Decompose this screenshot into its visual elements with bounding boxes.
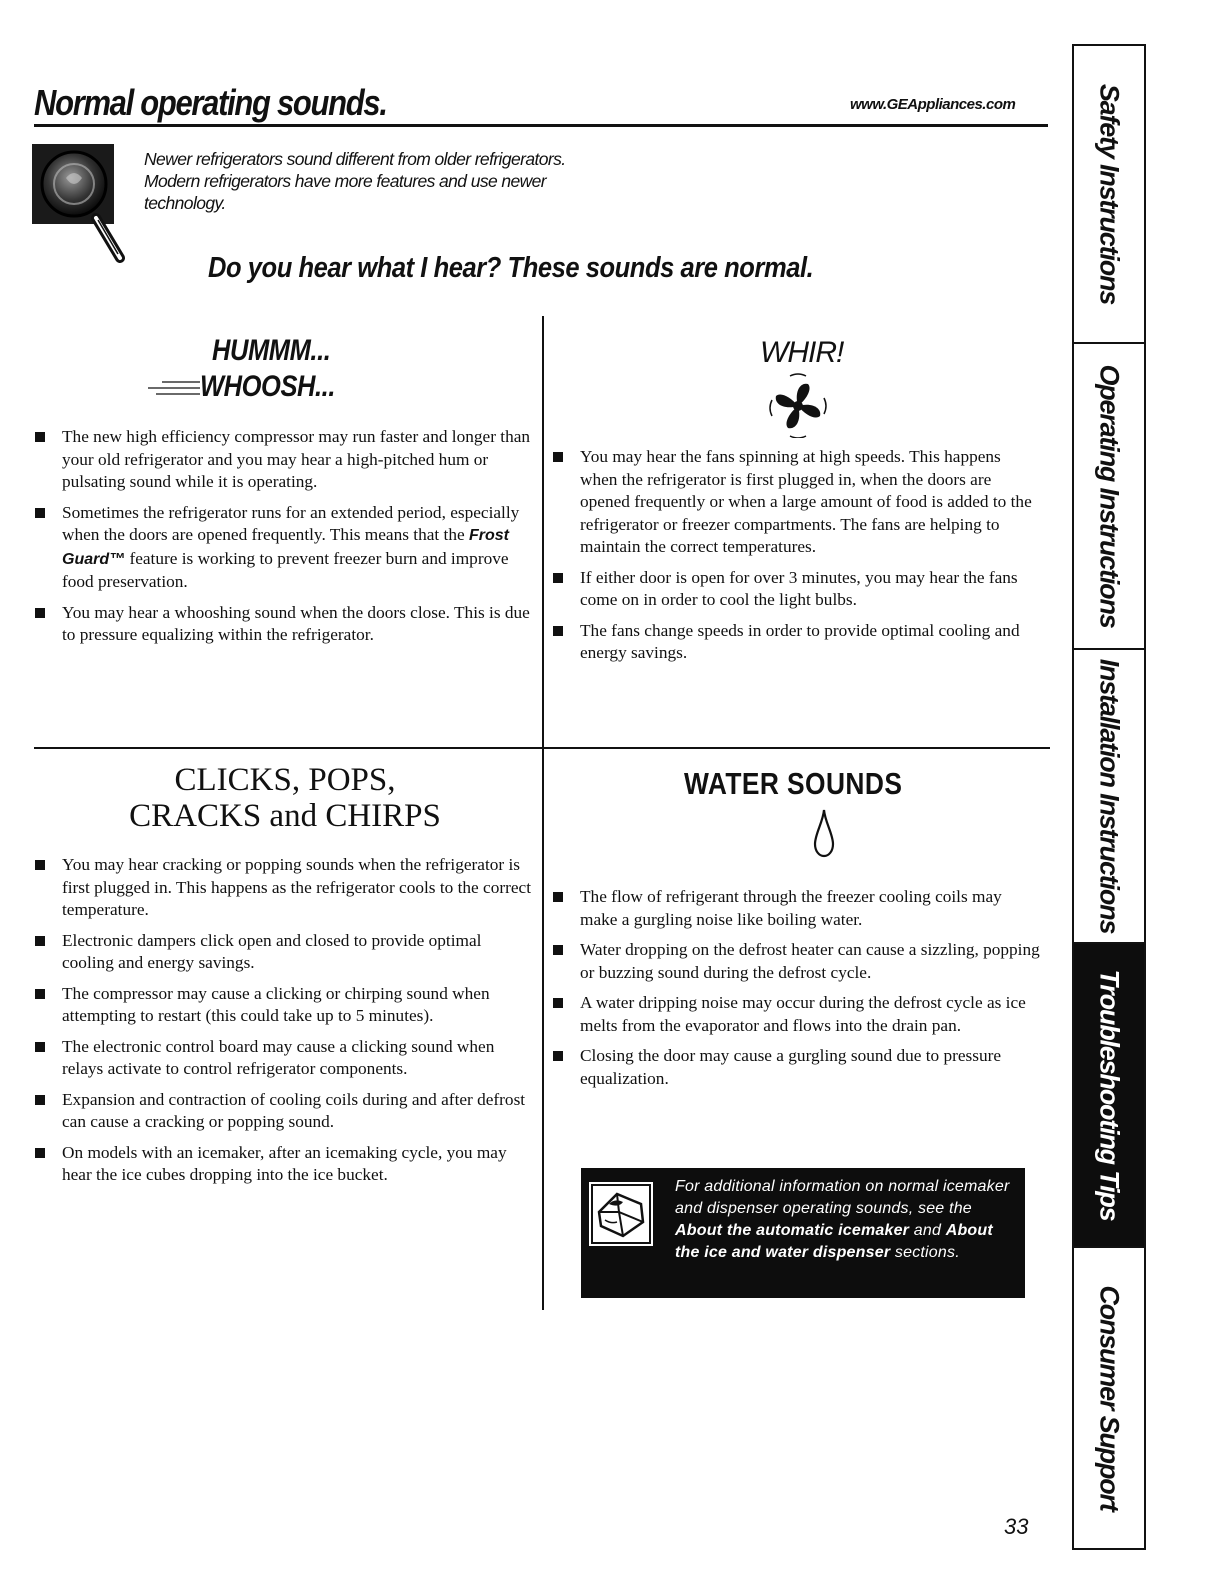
clicks-list <box>34 854 534 1195</box>
note-text-part: For additional information on normal icemaker and dispenser operating sounds, see the <box>675 1178 1010 1217</box>
whir-heading: WHIR! <box>760 336 844 369</box>
whoosh-heading: WHOOSH... <box>200 370 336 403</box>
list-item: Expansion and contraction of cooling coils during and after defrost can cause a cracking or popping sound. <box>34 1089 534 1134</box>
list-item: On models with an icemaker, after an icemaking cycle, you may hear the ice cubes dropping into the ice bucket. <box>34 1142 534 1187</box>
side-tabs <box>1072 44 1146 1550</box>
whoosh-lines-icon <box>142 378 202 398</box>
icemaker-section-ref[interactable]: About the automatic icemaker <box>675 1222 910 1239</box>
fan-icon <box>762 372 834 438</box>
list-item: The compressor may cause a clicking or chirping sound when attempting to restart (this could take up to 5 minutes). <box>34 983 534 1028</box>
frost-guard-term: Frost Guard™ <box>62 527 509 568</box>
list-item: You may hear a whooshing sound when the doors close. This is due to pressure equalizing within the refrigerator. <box>34 602 534 647</box>
tab-label: Operating Instructions <box>1094 364 1125 628</box>
clicks-heading-line: CLICKS, POPS, <box>174 762 396 798</box>
page-title: Normal operating sounds. <box>34 82 387 123</box>
note-text-part: and <box>909 1222 946 1239</box>
intro-text <box>144 148 664 214</box>
tab-consumer-support[interactable] <box>1074 1248 1144 1548</box>
list-item: You may hear the fans spinning at high speeds. This happens when the refrigerator is first plugged in, when the doors are opened frequently or when a large amount of food is added to the refrigerator or freezer compartments. The fans are helping to maintain the correct temperatures. <box>552 446 1032 559</box>
water-drop-icon <box>812 808 836 858</box>
list-item: You may hear cracking or popping sounds when the refrigerator is first plugged in. This happens as the refrigerator cools to the correct temperature. <box>34 854 534 922</box>
page-number: 33 <box>1004 1514 1029 1539</box>
tab-safety-instructions[interactable] <box>1074 46 1144 344</box>
tagline: Do you hear what I hear? These sounds are normal. <box>208 252 814 284</box>
list-item: Water dropping on the defrost heater can cause a sizzling, popping or buzzing sound during the defrost cycle. <box>552 939 1042 984</box>
list-item: The new high efficiency compressor may run faster and longer than your old refrigerator and you may hear a high-pitched hum or pulsating sound while it is operating. <box>34 426 534 494</box>
list-item-text: Sometimes the refrigerator runs for an extended period, especially when the doors are opened frequently. This means that the <box>62 502 520 544</box>
header-rule <box>34 124 1048 127</box>
intro-line: Newer refrigerators sound different from older refrigerators. <box>144 149 566 169</box>
column-divider <box>542 316 544 1310</box>
note-box <box>581 1168 1025 1298</box>
tab-operating-instructions[interactable] <box>1074 344 1144 650</box>
dispenser-section-ref[interactable]: About the ice and water dispenser <box>675 1222 993 1261</box>
hum-list <box>34 426 534 655</box>
clicks-heading <box>60 762 510 834</box>
water-heading: WATER SOUNDS <box>684 766 903 801</box>
list-item-text: feature is working to prevent freezer burn and improve food preservation. <box>62 548 509 591</box>
list-item <box>34 502 534 594</box>
tab-label: Consumer Support <box>1094 1285 1125 1511</box>
list-item: Electronic dampers click open and closed to provide optimal cooling and energy savings. <box>34 930 534 975</box>
hum-heading: HUMMM... <box>212 334 331 367</box>
list-item: A water dripping noise may occur during the defrost cycle as ice melts from the evaporator and flows into the drain pan. <box>552 992 1042 1037</box>
note-text <box>675 1176 1021 1264</box>
tab-label: Installation Instructions <box>1094 658 1125 934</box>
intro-line: Modern refrigerators have more features and use newer <box>144 171 547 191</box>
whir-list <box>552 446 1032 673</box>
tab-label: Troubleshooting Tips <box>1094 969 1125 1221</box>
list-item: The fans change speeds in order to provide optimal cooling and energy savings. <box>552 620 1032 665</box>
tab-label: Safety Instructions <box>1094 83 1125 305</box>
clicks-heading-line: CRACKS and CHIRPS <box>129 798 441 834</box>
water-list <box>552 886 1042 1098</box>
note-text-part: sections. <box>890 1244 960 1261</box>
note-icon <box>589 1182 653 1246</box>
tab-installation-instructions[interactable] <box>1074 650 1144 944</box>
magnifying-glass-icon <box>28 140 128 268</box>
list-item: The electronic control board may cause a clicking sound when relays activate to control refrigerator components. <box>34 1036 534 1081</box>
list-item: The flow of refrigerant through the freezer cooling coils may make a gurgling noise like boiling water. <box>552 886 1042 931</box>
list-item: If either door is open for over 3 minutes, you may hear the fans come on in order to cool the light bulbs. <box>552 567 1032 612</box>
row-divider <box>34 747 1050 749</box>
tab-troubleshooting-tips[interactable] <box>1074 944 1144 1248</box>
list-item: Closing the door may cause a gurgling sound due to pressure equalization. <box>552 1045 1042 1090</box>
website-link[interactable]: www.GEAppliances.com <box>850 96 1016 113</box>
intro-line: technology. <box>144 193 226 213</box>
